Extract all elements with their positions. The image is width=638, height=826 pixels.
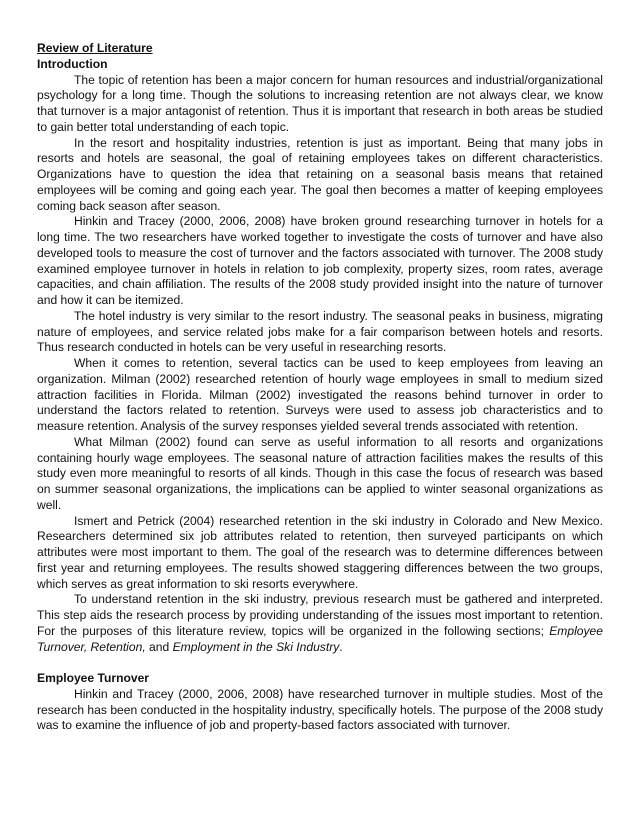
topic-conjunction: and xyxy=(145,639,173,654)
intro-paragraph-5: When it comes to retention, several tactics can be used to keep employees from leaving an organization. Milman (2002) researched retention of hourly wage employees in small to medium sized attraction facilities in Florida. Milman (2002) investigated the reasons behind turnover in order to understand the factors related to retention. Surveys were used to assess job characteristics and to measure retention. Analysis of the survey responses yielded several trends associated with retention. xyxy=(37,356,603,433)
introduction-heading: Introduction xyxy=(37,56,108,71)
intro-paragraph-6: What Milman (2002) found can serve as useful information to all resorts and organizations containing hourly wage employees. The seasonal nature of attraction facilities makes the results of this study even more meaningful to resorts of all kinds. Though in this case the focus of research was based on summer seasonal organizations, the implications can be applied to winter seasonal organizations as well. xyxy=(37,434,603,512)
turnover-paragraph: Hinkin and Tracey (2000, 2006, 2008) have researched turnover in multiple studies. Most of the research has been conducted in the hospitality industry, specifically hotels. The purpose of the 2008 study was to examine the influence of job and property-based factors associated with turnover. xyxy=(37,686,603,733)
employee-turnover-heading: Employee Turnover xyxy=(37,671,150,685)
intro-paragraph-1: The topic of retention has been a major concern for human resources and industrial/organizational psychology for a long time. Though the solutions to increasing retention are not always clear, we know that turnover is a major antagonist of retention. Thus it is important that research in both areas be studied to gain better total understanding of each topic. xyxy=(37,72,603,134)
section-topic-1: Employee Turnover, Retention, xyxy=(37,623,603,654)
intro-paragraph-7: Ismert and Petrick (2004) researched retention in the ski industry in Colorado and New Mexico. Researchers determined six job attributes related to retention, then surveyed participants on which attributes were most important to them. The goal of the research was to determine differences between first year and returning employees. The results showed staggering differences between the two groups, which serves as great information to ski resorts everywhere. xyxy=(37,513,603,591)
paragraph-end: . xyxy=(339,639,343,654)
section-topic-2: Employment in the Ski Industry xyxy=(172,639,340,654)
section-spacer xyxy=(37,655,603,671)
intro-paragraph-2: In the resort and hospitality industries, retention is just as important. Being that many jobs in resorts and hotels are seasonal, the goal of retaining employees takes on different characteristics. Organizations have to question the idea that retaining on a seasonal basis means that retained employees will be coming and going each year. The goal then becomes a matter of keeping employees coming back season after season. xyxy=(37,135,603,213)
intro-paragraph-4: The hotel industry is very similar to the resort industry. The seasonal peaks in business, migrating nature of employees, and service related jobs make for a fair comparison between hotels and resorts. Thus research conducted in hotels can be very useful in researching resorts. xyxy=(37,308,603,355)
document-page xyxy=(37,41,603,734)
document-title: Review of Literature xyxy=(37,41,153,55)
intro-paragraph-8 xyxy=(37,592,603,655)
intro-paragraph-8-text: To understand retention in the ski industry, previous research must be gathered and interpreted. This step aids the research process by providing understanding of the issues most important to retention. For the purposes of this literature review, topics will be organized in the following sections; xyxy=(37,592,603,638)
intro-paragraph-3: Hinkin and Tracey (2000, 2006, 2008) have broken ground researching turnover in hotels for a long time. The two researchers have worked together to investigate the costs of turnover and have also developed tools to measure the cost of turnover and the factors associated with turnover. The 2008 study examined employee turnover in hotels in relation to job complexity, property sizes, room rates, average capacities, and chain affiliation. The results of the 2008 study provided insight into the nature of turnover and how it can be itemized. xyxy=(37,214,603,307)
